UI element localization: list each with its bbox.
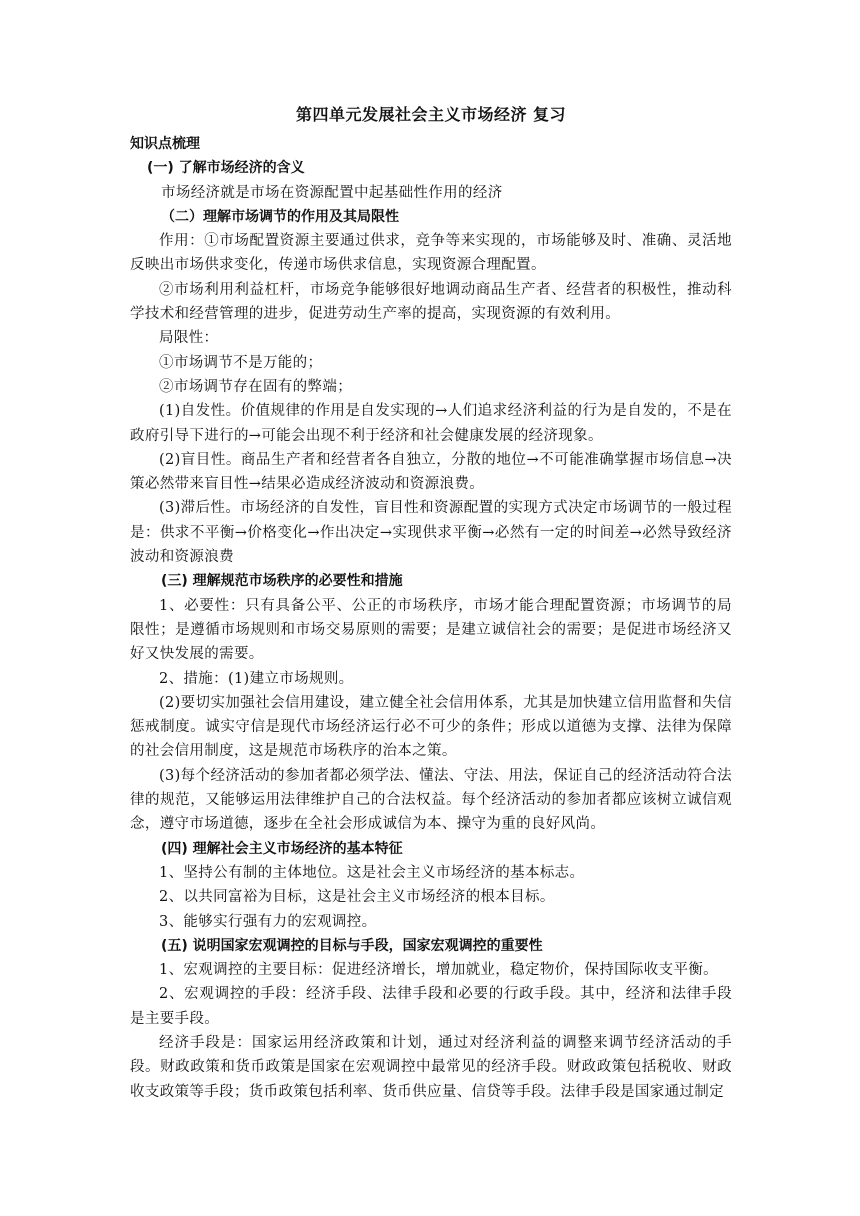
document-title: 第四单元发展社会主义市场经济 复习 xyxy=(295,105,567,124)
paragraph: (1)自发性。价值规律的作用是自发实现的→人们追求经济利益的行为是自发的，不是在政府引导下进行的→可能会出现不利于经济和社会健康发展的经济现象。 xyxy=(130,403,732,444)
paragraph: (3)每个经济活动的参加者都必须学法、懂法、守法、用法，保证自己的经济活动符合法律的规范，又能够运用法律维护自己的合法权益。每个经济活动的参加者都应该树立诚信观念，遵守市场道德，逐步在全社会形成诚信为本、操守为重的良好风尚。 xyxy=(130,767,732,833)
paragraph: 局限性： xyxy=(159,330,219,347)
section-heading-3: (三) 理解规范市场秩序的必要性和措施 xyxy=(161,573,403,590)
document-page xyxy=(130,100,732,1104)
paragraph: (2)盲目性。商品生产者和经营者各自独立，分散的地位→不可能准确掌握市场信息→决策必然带来盲目性→结果必造成经济波动和资源浪费。 xyxy=(130,451,732,493)
section-heading-1: (一) 了解市场经济的含义 xyxy=(147,160,305,177)
paragraph: 作用：①市场配置资源主要通过供求，竞争等来实现的，市场能够及时、准确、灵活地反映出市场供求变化，传递市场供求信息，实现资源合理配置。 xyxy=(130,233,732,274)
paragraph: 2、宏观调控的手段：经济手段、法律手段和必要的行政手段。其中，经济和法律手段是主要手段。 xyxy=(130,986,732,1027)
paragraph: 2、以共同富裕为目标，这是社会主义市场经济的根本目标。 xyxy=(159,889,555,906)
section-heading-5: (五) 说明国家宏观调控的目标与手段，国家宏观调控的重要性 xyxy=(161,937,543,954)
paragraph: (2)要切实加强社会信用建设，建立健全社会信用体系，尤其是加快建立信用监督和失信惩戒制度。诚实守信是现代市场经济运行必不可少的条件；形成以道德为支撑、法律为保障的社会信用制度，这是规范市场秩序的治本之策。 xyxy=(130,694,732,760)
paragraph: 1、必要性：只有具备公平、公正的市场秩序，市场才能合理配置资源；市场调节的局限性；是遵循市场规则和市场交易原则的需要；是建立诚信社会的需要；是促进市场经济又好又快发展的需要。 xyxy=(130,597,732,663)
section-heading-2: （二）理解市场调节的作用及其局限性 xyxy=(161,208,399,225)
paragraph: 1、坚持公有制的主体地位。这是社会主义市场经济的基本标志。 xyxy=(159,864,585,881)
paragraph: (3)滞后性。市场经济的自发性，盲目性和资源配置的实现方式决定市场调节的一般过程是：供求不平衡→价格变化→作出决定→实现供求平衡→必然有一定的时间差→必然导致经济波动和资源浪费 xyxy=(130,500,732,566)
paragraph: ②市场调节存在固有的弊端； xyxy=(159,378,353,395)
paragraph: 经济手段是：国家运用经济政策和计划，通过对经济利益的调整来调节经济活动的手段。财政政策和货币政策是国家在宏观调控中最常见的经济手段。财政政策包括税收、财政收支政策等手段；货币政策包括利率、货币供应量、信贷等手段。法律手段是国家通过制定 xyxy=(130,1034,732,1100)
paragraph: 市场经济就是市场在资源配置中起基础性作用的经济 xyxy=(161,184,503,201)
paragraph: 3、能够实行强有力的宏观调控。 xyxy=(159,913,377,930)
paragraph: ①市场调节不是万能的； xyxy=(159,354,323,371)
section-heading-4: (四) 理解社会主义市场经济的基本特征 xyxy=(161,840,403,857)
paragraph: ②市场利用利益杠杆，市场竞争能够很好地调动商品生产者、经营者的积极性，推动科学技术和经营管理的进步，促进劳动生产率的提高，实现资源的有效利用。 xyxy=(130,281,732,323)
paragraph: 2、措施：(1)建立市场规则。 xyxy=(159,670,354,687)
paragraph: 1、宏观调控的主要目标：促进经济增长，增加就业，稳定物价，保持国际收支平衡。 xyxy=(159,962,719,979)
section-heading-knowledge: 知识点梳理 xyxy=(130,136,200,152)
